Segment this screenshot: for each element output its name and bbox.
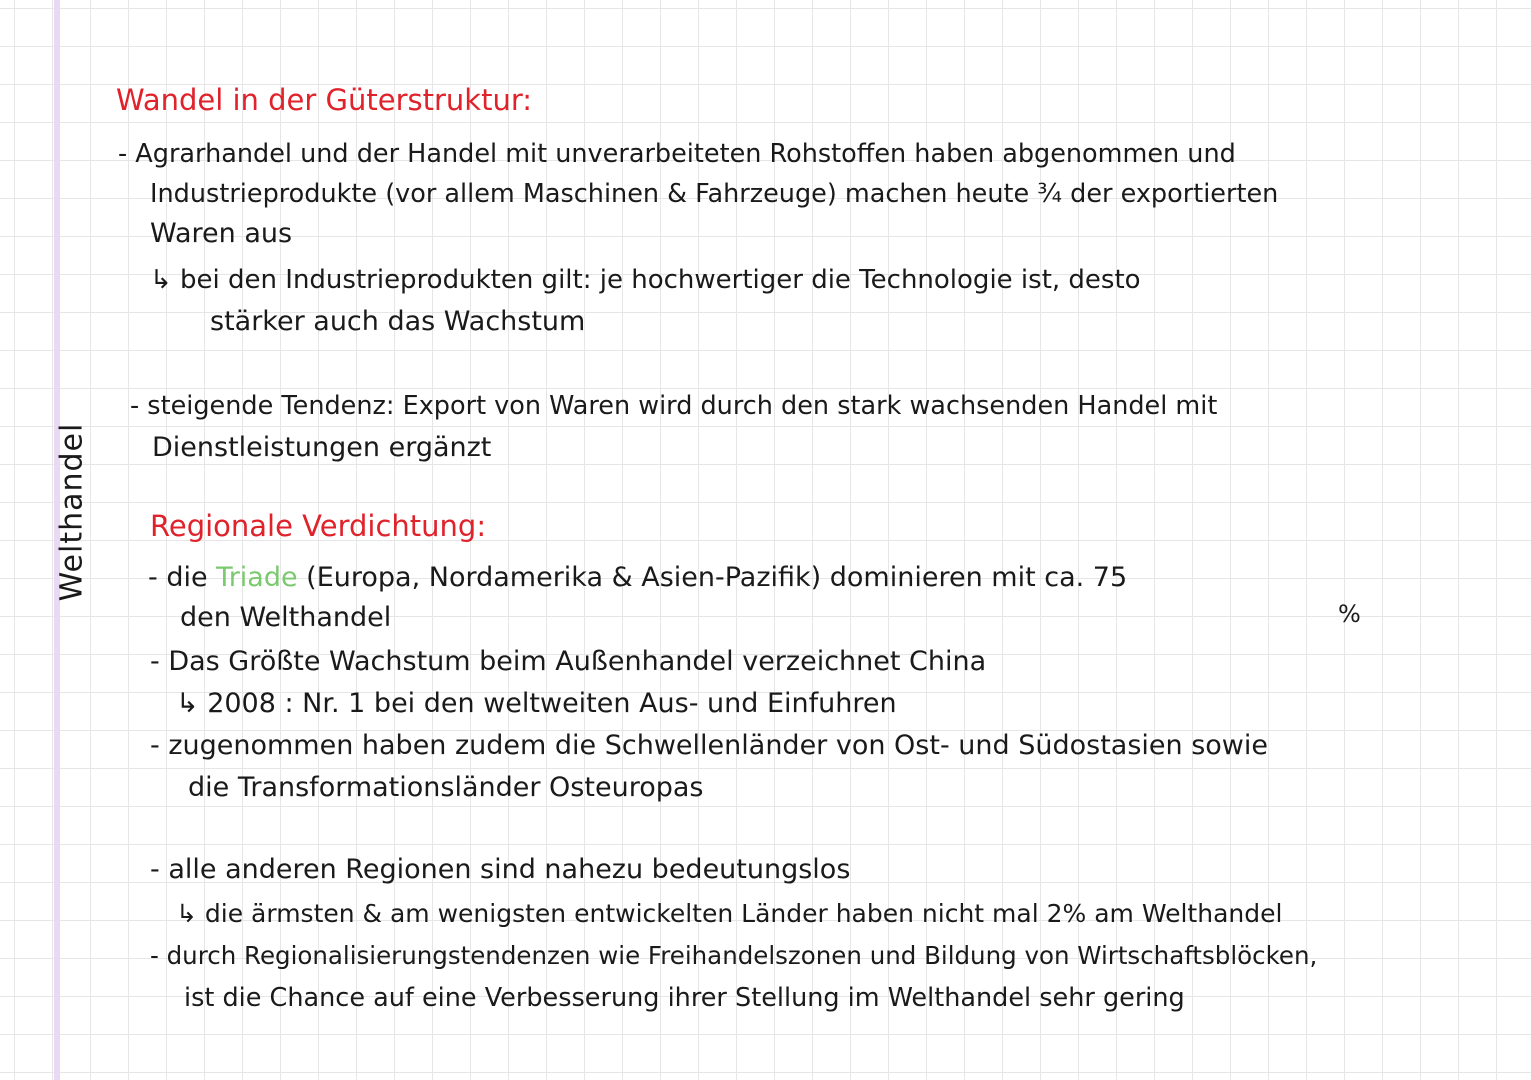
sub-industrieprodukte-line2: stärker auch das Wachstum	[210, 306, 586, 337]
sub-industrieprodukte-line1: ↳ bei den Industrieprodukten gilt: je hochwertiger die Technologie ist, desto	[150, 265, 1141, 295]
heading-guterstruktur: Wandel in der Güterstruktur:	[116, 83, 533, 117]
bullet-agrarhandel-line1: - Agrarhandel und der Handel mit unverarbeiteten Rohstoffen haben abgenommen und	[118, 139, 1236, 169]
bullet-triade-prefix: - die	[148, 562, 217, 593]
bullet-regionalisierung-line1: - durch Regionalisierungstendenzen wie Freihandelszonen und Bildung von Wirtschaftsblöcken,	[150, 941, 1318, 970]
bullet-schwellenlaender-line1: - zugenommen haben zudem die Schwellenländer von Ost- und Südostasien sowie	[150, 730, 1268, 761]
bullet-andere-regionen-line1: - alle anderen Regionen sind nahezu bedeutungslos	[150, 854, 851, 885]
heading-regionale-verdichtung: Regionale Verdichtung:	[150, 509, 487, 543]
sub-aermste-laender: ↳ die ärmsten & am wenigsten entwickelten Länder haben nicht mal 2% am Welthandel	[176, 899, 1283, 928]
bullet-agrarhandel-line3: Waren aus	[150, 218, 293, 249]
bullet-agrarhandel-line2: Industrieprodukte (vor allem Maschinen & Fahrzeuge) machen heute ¾ der exportierten	[150, 179, 1279, 209]
bullet-triade-rest: (Europa, Nordamerika & Asien-Pazifik) dominieren mit ca. 75	[297, 562, 1128, 593]
bullet-regionalisierung-line2: ist die Chance auf eine Verbesserung ihrer Stellung im Welthandel sehr gering	[184, 983, 1185, 1013]
percent-sign: %	[1338, 600, 1361, 628]
side-title: Welthandel	[54, 422, 90, 602]
bullet-schwellenlaender-line2: die Transformationsländer Osteuropas	[188, 772, 704, 803]
bullet-china-line1: - Das Größte Wachstum beim Außenhandel verzeichnet China	[150, 646, 987, 677]
sub-china-2008: ↳ 2008 : Nr. 1 bei den weltweiten Aus- und Einfuhren	[176, 688, 897, 719]
bullet-triade-line1	[148, 560, 1127, 596]
bullet-steigende-tendenz-line1: - steigende Tendenz: Export von Waren wird durch den stark wachsenden Handel mit	[130, 391, 1218, 421]
bullet-triade-line2: den Welthandel	[180, 602, 392, 633]
triade-highlight: Triade	[216, 562, 298, 593]
bullet-steigende-tendenz-line2: Dienstleistungen ergänzt	[152, 432, 492, 463]
